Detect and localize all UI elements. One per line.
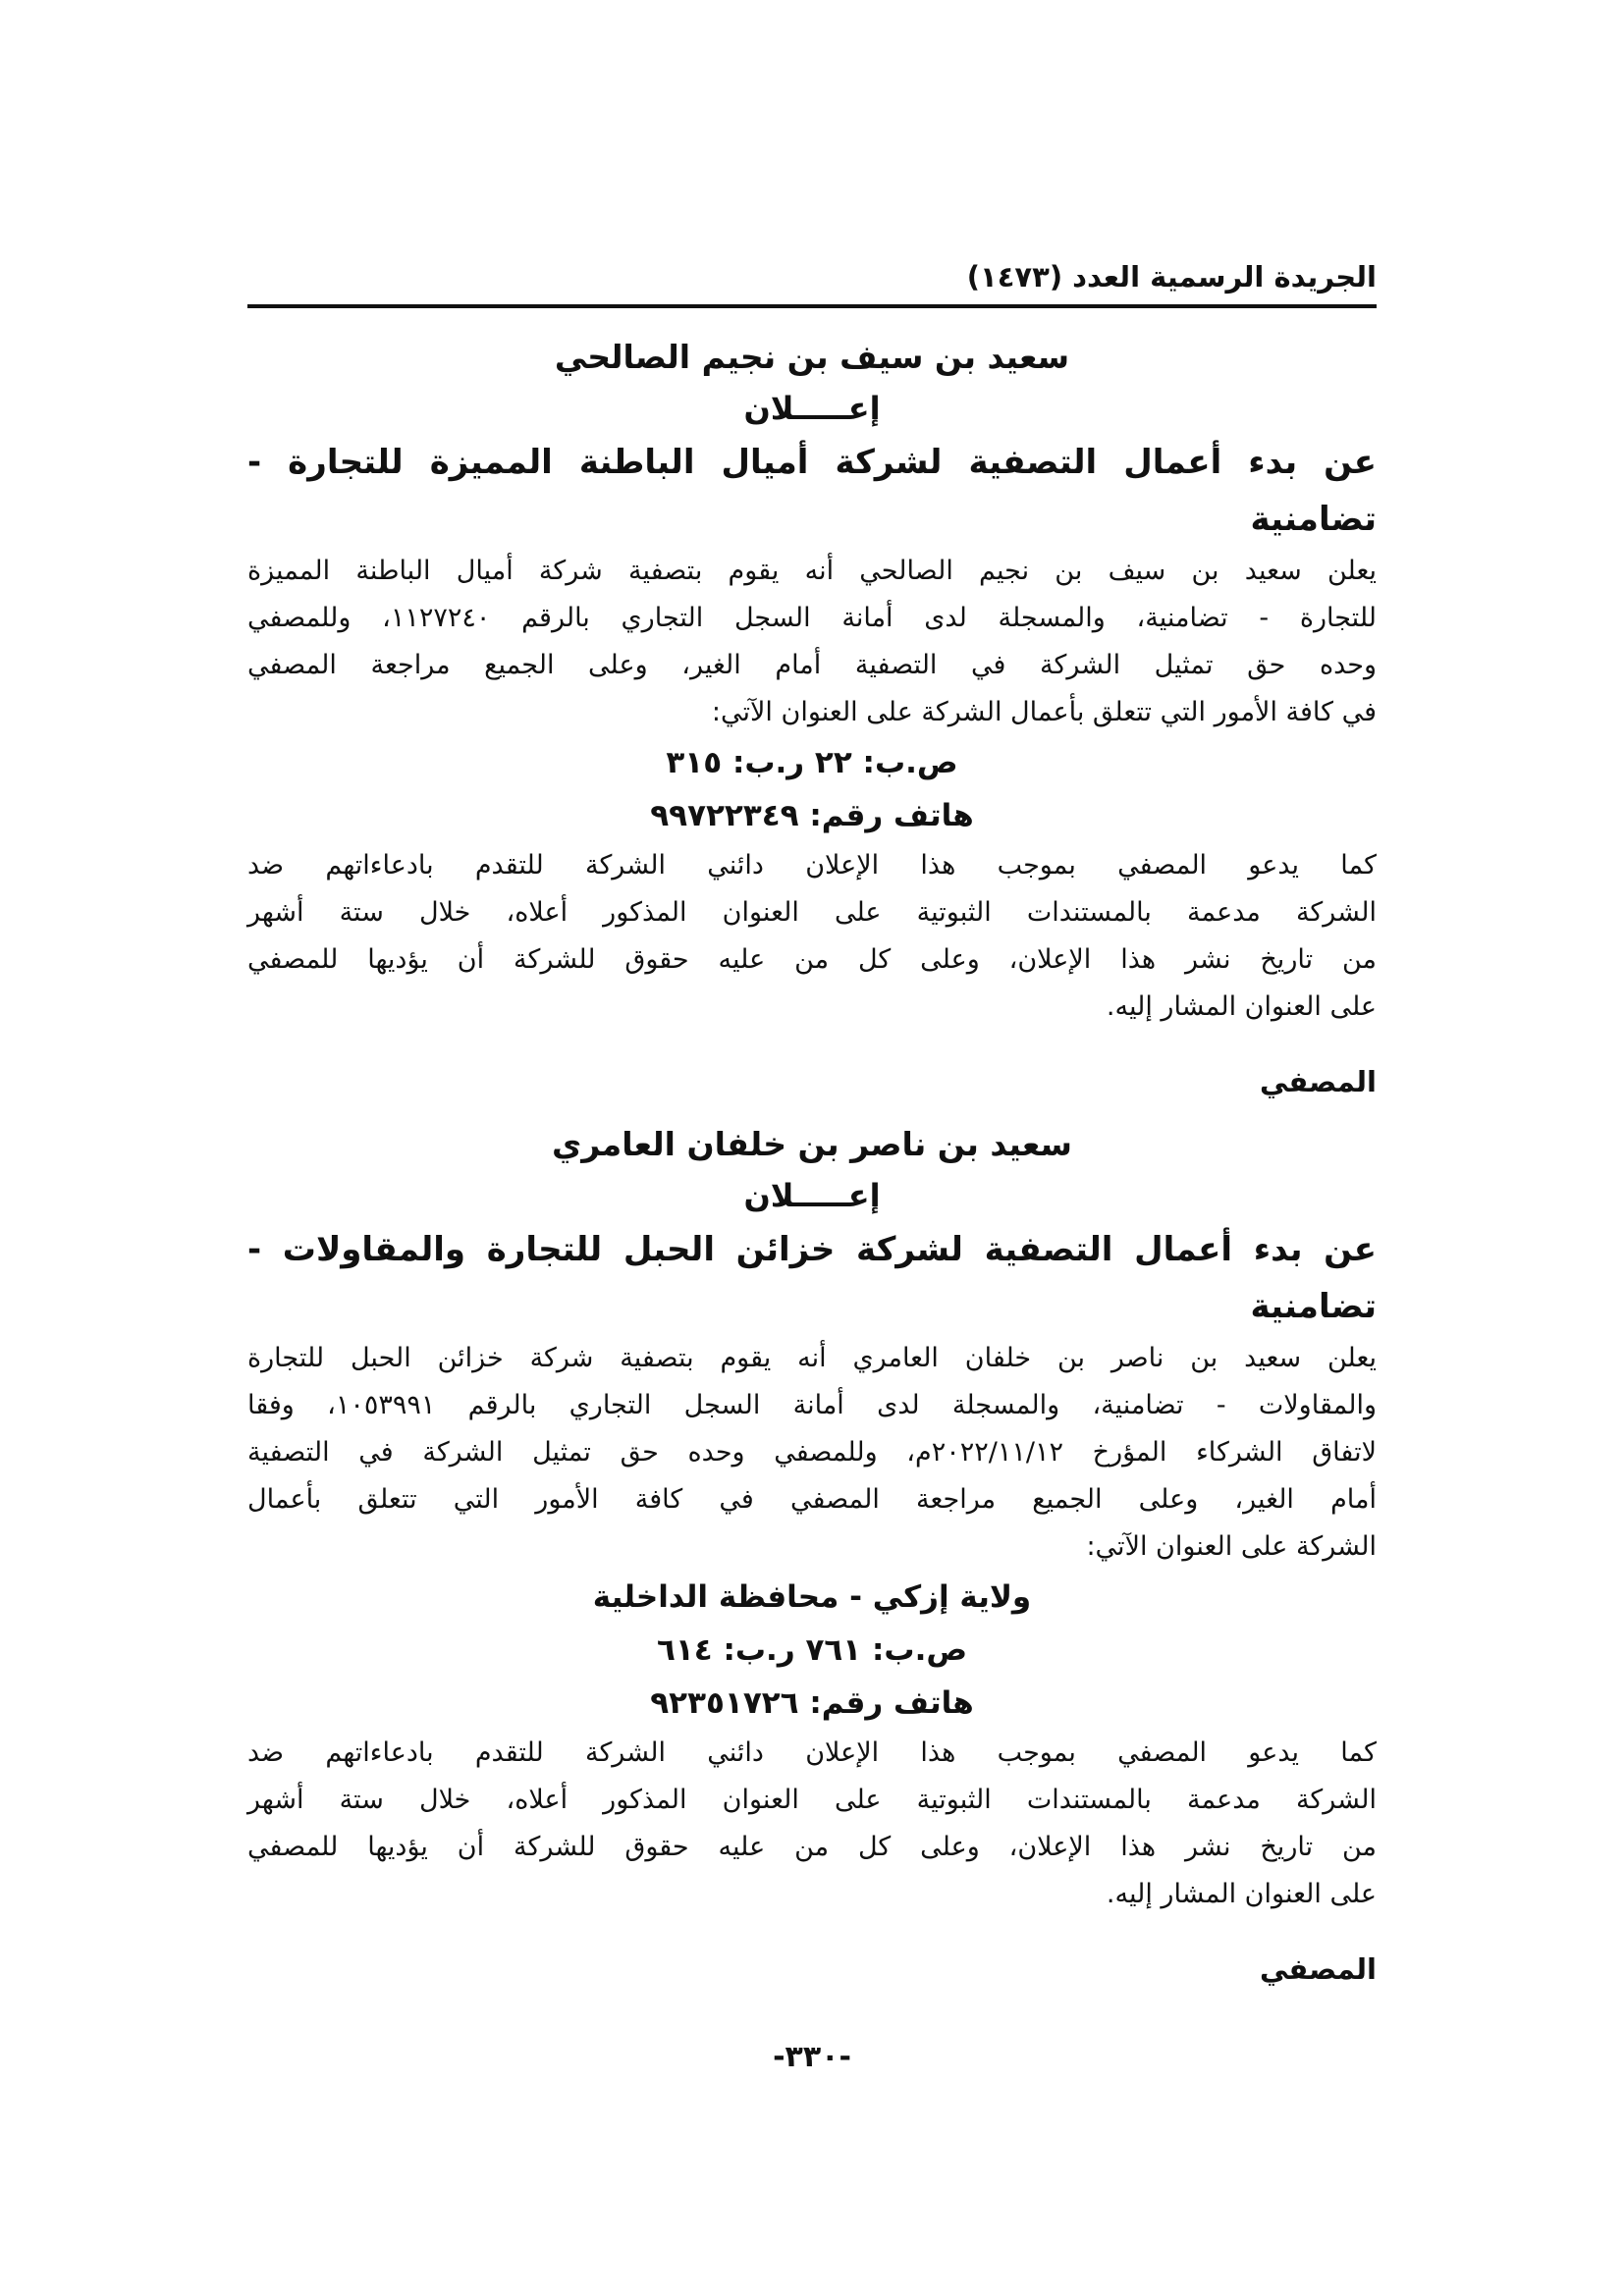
phone-line: هاتف رقم: ٩٢٣٥١٧٢٦ [650,1685,974,1721]
body-line: للتجارة - تضامنية، والمسجلة لدى أمانة السجل التجاري بالرقم ١١٢٧٢٤٠، وللمصفي [247,603,1377,633]
notice-2 [247,1119,1377,1993]
notice-subject: عن بدء أعمال التصفية لشركة أميال الباطنة المميزة للتجارة - تضامنية [247,443,1377,539]
closing-line: كما يدعو المصفي بموجب هذا الإعلان دائني الشركة للتقدم بادعاءاتهم ضد [247,1737,1377,1768]
body-line: والمقاولات - تضامنية، والمسجلة لدى أمانة السجل التجاري بالرقم ١٠٥٣٩٩١، وفقا [247,1390,1377,1420]
closing-line: كما يدعو المصفي بموجب هذا الإعلان دائني الشركة للتقدم بادعاءاتهم ضد [247,850,1377,881]
notice-1 [247,332,1377,1105]
notice-body [247,1335,1377,1571]
body-line: يعلن سعيد بن ناصر بن خلفان العامري أنه يقوم بتصفية شركة خزائن الحبل للتجارة [247,1343,1377,1373]
notice-closing [247,1730,1377,1918]
notice-closing [247,842,1377,1031]
header-divider [247,304,1377,308]
running-title: الجريدة الرسمية العدد (١٤٧٣) [966,260,1377,294]
signer-label: المصفي [1259,1952,1377,1986]
page-header [247,257,1377,306]
address-line: ص.ب: ٧٦١ ر.ب: ٦١٤ [656,1632,968,1668]
notice-heading: إعـــــلان [743,390,881,427]
closing-line: الشركة مدعمة بالمستندات الثبوتية على العنوان المذكور أعلاه، خلال ستة أشهر [247,897,1377,928]
liquidator-name: سعيد بن سيف بن نجيم الصالحي [554,338,1070,376]
body-line: في كافة الأمور التي تتعلق بأعمال الشركة على العنوان الآتي: [711,697,1377,727]
address-line: ص.ب: ٢٢ ر.ب: ٣١٥ [666,745,958,780]
notice-heading: إعـــــلان [743,1177,881,1214]
notice-body [247,548,1377,736]
signer-label: المصفي [1259,1065,1377,1098]
body-line: وحده حق تمثيل الشركة في التصفية أمام الغير، وعلى الجميع مراجعة المصفي [247,650,1377,680]
closing-line: على العنوان المشار إليه. [1106,991,1377,1022]
page-number: -٣٣٠- [773,2040,851,2074]
liquidator-name: سعيد بن ناصر بن خلفان العامري [552,1125,1072,1163]
closing-line: من تاريخ نشر هذا الإعلان، وعلى كل من عليه حقوق للشركة أن يؤديها للمصفي [247,1832,1377,1862]
location-line: ولاية إزكي - محافظة الداخلية [592,1579,1032,1615]
closing-line: على العنوان المشار إليه. [1106,1879,1377,1909]
body-line: الشركة على العنوان الآتي: [1086,1531,1377,1562]
body-line: أمام الغير، وعلى الجميع مراجعة المصفي في كافة الأمور التي تتعلق بأعمال [247,1484,1377,1515]
closing-line: الشركة مدعمة بالمستندات الثبوتية على العنوان المذكور أعلاه، خلال ستة أشهر [247,1785,1377,1815]
phone-line: هاتف رقم: ٩٩٧٢٢٣٤٩ [650,798,974,833]
body-line: لاتفاق الشركاء المؤرخ ٢٠٢٢/١١/١٢م، وللمصفي وحده حق تمثيل الشركة في التصفية [247,1437,1377,1468]
body-line: يعلن سعيد بن سيف بن نجيم الصالحي أنه يقوم بتصفية شركة أميال الباطنة المميزة [247,556,1377,586]
notices-column [247,332,1377,1993]
notice-subject: عن بدء أعمال التصفية لشركة خزائن الحبل للتجارة والمقاولات - تضامنية [247,1230,1377,1326]
closing-line: من تاريخ نشر هذا الإعلان، وعلى كل من عليه حقوق للشركة أن يؤديها للمصفي [247,944,1377,975]
